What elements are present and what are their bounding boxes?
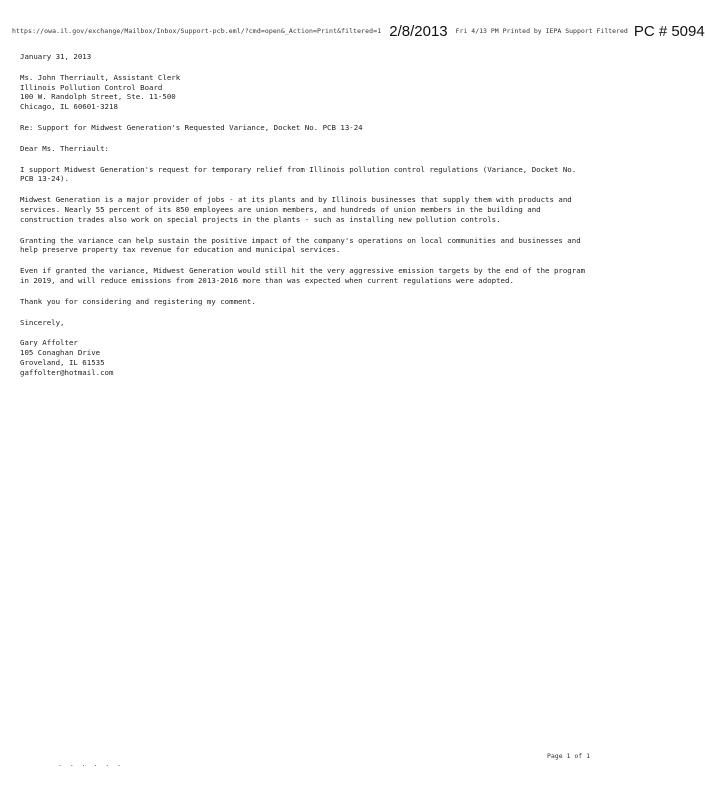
closing: Sincerely, — [20, 317, 65, 327]
letter-date: January 31, 2013 — [20, 52, 92, 61]
body-paragraph: Midwest Generation is a major provider of jobs - at its plants and by Illinois businesses that supply them with products and services. Nearly 55 percent of its 850 employees are union members, and hundreds of union members in the building and construction trades also work on special projects in the plants - such as installing new pollution controls. — [20, 195, 572, 224]
fax-url: https://owa.il.gov/exchange/Mailbox/Inbox/Support-pcb.eml/?cmd=open&_Action=Print&filtered=1 — [12, 27, 382, 35]
signature-line: Groveland, IL 61535 — [20, 357, 105, 367]
recipient-line: Illinois Pollution Control Board — [20, 82, 163, 92]
signature-line: 105 Conaghan Drive — [20, 348, 101, 358]
body-paragraph: Granting the variance can help sustain the positive impact of the company's operations on local communities and businesses and help preserve property tax revenue for education and municipal services. — [20, 235, 581, 255]
subject-line: Re: Support for Midwest Generation's Requested Variance, Docket No. PCB 13-24 — [20, 122, 363, 132]
body-paragraph: I support Midwest Generation's request for temporary relief from Illinois pollution control regulations (Variance, Docket No. PCB 13-24). — [20, 164, 577, 184]
page-number: Page 1 of 1 — [546, 752, 590, 760]
fax-info: Fri 4/13 PM Printed by IEPA Support Filtered — [455, 27, 628, 35]
signature-block — [20, 338, 592, 377]
fax-header — [12, 20, 705, 42]
signature-line: gaffolter@hotmail.com — [20, 367, 114, 377]
salutation: Dear Ms. Therriault: — [20, 143, 109, 153]
letter-body — [20, 52, 592, 389]
body-paragraph: Even if granted the variance, Midwest Generation would still hit the very aggressive emission targets by the end of the program in 2019, and will reduce emissions from 2013-2016 more than was expected when current regulations were adopted. — [20, 266, 586, 285]
footer-marks: . . . . . . — [58, 760, 124, 768]
recipient-line: 100 W. Randolph Street, Ste. 11-500 — [20, 92, 176, 102]
recipient-line: Ms. John Therriault, Assistant Clerk — [20, 72, 181, 82]
signature-line: Gary Affolter — [20, 338, 78, 348]
fax-date-stamp: 2/8/2013 — [389, 22, 448, 40]
recipient-block — [20, 73, 592, 112]
recipient-line: Chicago, IL 60601-3218 — [20, 102, 118, 112]
body-paragraph: Thank you for considering and registering my comment. — [20, 296, 256, 306]
pc-number: PC # 5094 — [633, 22, 705, 40]
